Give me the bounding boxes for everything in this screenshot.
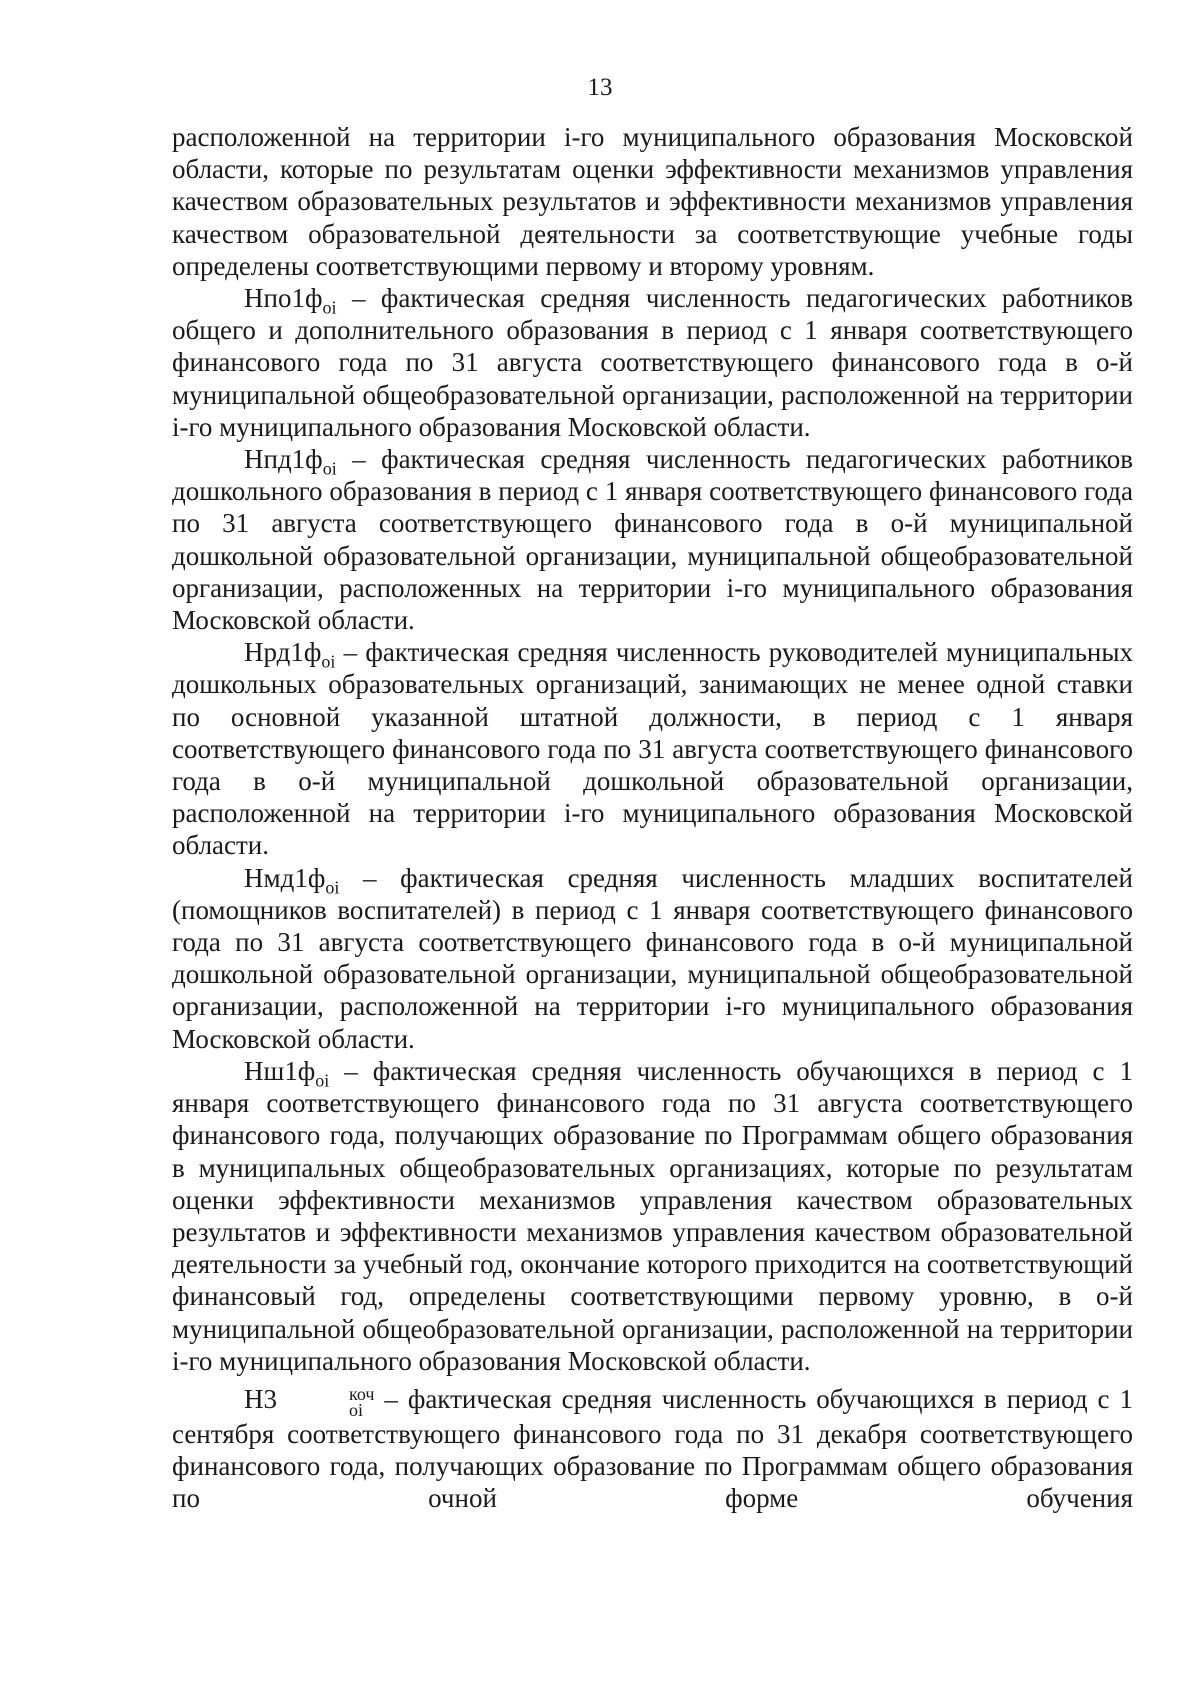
symbol: Нрд1ф: [244, 637, 322, 668]
definition-text: – фактическая средняя численность руководителей муниципальных дошкольных образовательных организаций, занимающих не менее одной ставки по основной указанной штатной должности, в период с 1 января соответствующего финансового года по 31 августа соответствующего финансового года в о-й муниципальной дошкольной образовательной организации, расположенной на территории i-го муниципального образования Московской области.: [172, 637, 1133, 861]
definition-text: – фактическая средняя численность педагогических работников дошкольного образования в период с 1 января соответствующего финансового года по 31 августа соответствующего финансового года в о-й муниципальной дошкольной образовательной организации, муниципальной общеобразовательной организации, расположенных на территории i-го муниципального образования Московской области.: [172, 444, 1133, 636]
definition-text: – фактическая средняя численность младших воспитателей (помощников воспитателей) в период с 1 января соответствующего финансового года по 31 августа соответствующего финансового года в о-й муниципальной дошкольной образовательной организации, муниципальной общеобразовательной организации, расположенной на территории i-го муниципального образования Московской области.: [172, 862, 1133, 1054]
symbol: Нш1ф: [244, 1055, 316, 1086]
definition-npo1f: [172, 282, 1133, 443]
symbol-subscript: oi: [322, 458, 337, 479]
symbol-subscript: oi: [315, 1070, 330, 1091]
symbol: Нпо1ф: [244, 283, 323, 314]
symbol: Нмд1ф: [244, 862, 326, 893]
document-body: [172, 121, 1133, 1515]
symbol: Н3: [244, 1383, 277, 1414]
definition-text: – фактическая средняя численность педагогических работников общего и дополнительного образования в период с 1 января соответствующего финансового года по 31 августа соответствующего финансового года в о-й муниципальной общеобразовательной организации, расположенной на территории i-го муниципального образования Московской области.: [172, 283, 1133, 442]
symbol: Нпд1ф: [244, 444, 323, 475]
symbol-indices: [277, 1383, 375, 1420]
symbol-subscript: oi: [322, 297, 337, 318]
symbol-subscript: oi: [349, 1399, 364, 1420]
symbol-superscript: коч: [349, 1383, 375, 1404]
symbol-subscript: oi: [325, 877, 340, 898]
page-number: 13: [587, 74, 613, 101]
paragraph-continuation: [172, 121, 1133, 282]
definition-nmd1f: [172, 862, 1133, 1055]
definition-nsh1f: [172, 1055, 1133, 1377]
paragraph-text: расположенной на территории i-го муниципального образования Московской области, которые по результатам оценки эффективности механизмов управления качеством образовательных результатов и эффективности механизмов управления качеством образовательной деятельности за соответствующие учебные годы определены соответствующими первому и второму уровням.: [172, 122, 1133, 281]
definition-text: – фактическая средняя численность обучающихся в период с 1 сентября соответствующего финансового года по 31 декабря соответствующего финансового года, получающих образование по Программам общего образования по очной форме обучения: [172, 1383, 1133, 1514]
definition-npd1f: [172, 443, 1133, 636]
definition-n3-koch: [172, 1383, 1133, 1515]
definition-nrd1f: [172, 636, 1133, 861]
symbol-subscript: oi: [321, 651, 336, 672]
definition-text: – фактическая средняя численность обучающихся в период с 1 января соответствующего финансового года по 31 августа соответствующего финансового года, получающих образование по Программам общего образования в муниципальных общеобразовательных организациях, которые по результатам оценки эффективности механизмов управления качеством образовательных результатов и эффективности механизмов управления качеством образовательной деятельности за учебный год, окончание которого приходится на соответствующий финансовый год, определены соответствующими первому уровню, в о-й муниципальной общеобразовательной организации, расположенной на территории i-го муниципального образования Московской области.: [172, 1055, 1133, 1376]
